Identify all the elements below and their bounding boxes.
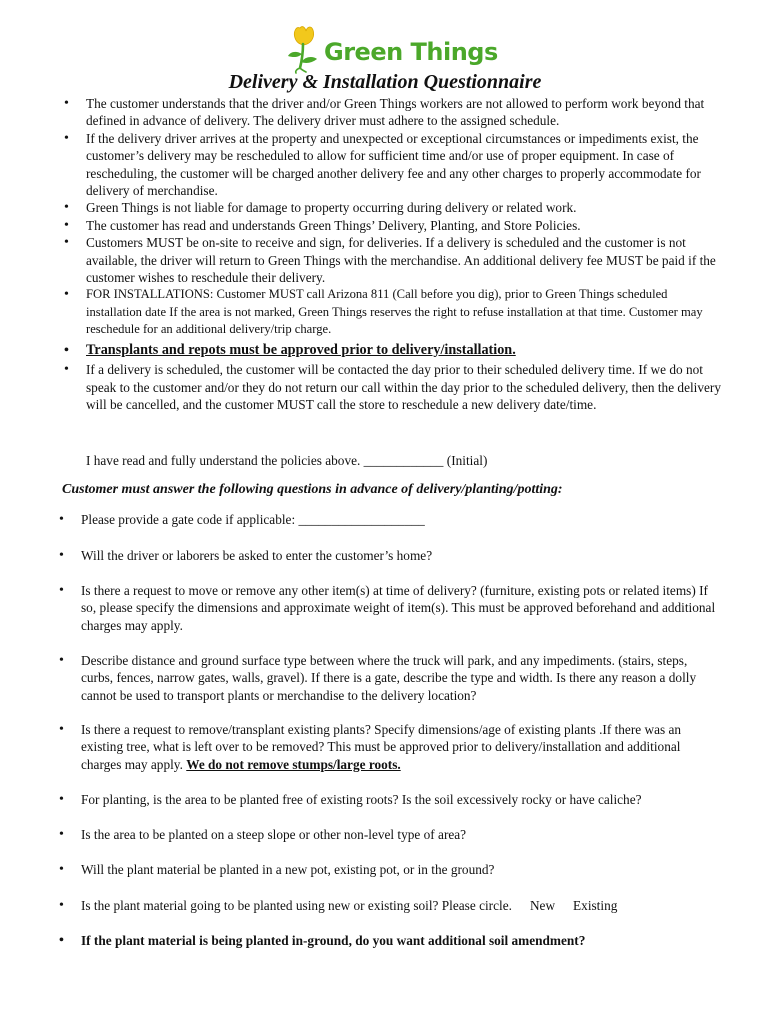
question-slope[interactable]: • Is the area to be planted on a steep slope or other non-level type of area? [81, 826, 721, 843]
tulip-flower-icon [286, 22, 326, 74]
question-soil-type [81, 897, 721, 914]
questions-heading: Customer must answer the following questions in advance of delivery/planting/potting: [62, 482, 563, 497]
question-distance-surface[interactable]: • Describe distance and ground surface type between where the truck will park, and any impediments. (stairs, steps, curbs, fences, narrow gates, walls, gravel). If there is a gate, describe the type and width. Is there any reason a dolly cannot be used to transport plants or merchandise to the delivery location? [81, 652, 721, 704]
question-soil-amendment[interactable]: • If the plant material is being planted in-ground, do you want additional soil amendment? [81, 932, 721, 949]
question-remove-plants[interactable] [81, 721, 721, 773]
brand-logo [286, 22, 498, 74]
policy-item: • FOR INSTALLATIONS: Customer MUST call Arizona 811 (Call before you dig), prior to Green Things scheduled installation date If the area is not marked, Green Things reserves the right to refuse installation at that time. Customer may reschedule for an additional delivery/trip charge. [86, 286, 722, 338]
policy-item: • If the delivery driver arrives at the property and unexpected or exceptional circumstances or impediments exist, the customer’s delivery may be rescheduled to allow for sufficient time and/or use of proper equipment. In case of rescheduling, the customer will be charged another delivery fee and any other charges to properly accommodate for delivery of merchandise. [86, 130, 722, 200]
question-text: Is there a request to remove/transplant existing plants? Specify dimensions/age of existing plants .If there was an existing tree, what is left over to be removed? This must be approved prior to delivery/installation and additional charges may apply. [81, 722, 682, 772]
policy-item: • The customer has read and understands Green Things’ Delivery, Planting, and Store Policies. [86, 217, 722, 234]
policy-item: • If a delivery is scheduled, the customer will be contacted the day prior to their scheduled delivery time. If we do not speak to the customer and/or they do not return our call within the day prior to the scheduled delivery, then the delivery will be cancelled, and the customer MUST call the store to reschedule a new delivery date/time. [86, 361, 722, 413]
question-roots-soil[interactable]: • For planting, is the area to be planted free of existing roots? Is the soil excessively rocky or have caliche? [81, 791, 721, 808]
question-move-items[interactable]: • Is there a request to move or remove any other item(s) at time of delivery? (furniture, existing pots or related items) If so, please specify the dimensions and approximate weight of item(s). This must be approved beforehand and additional charges may apply. [81, 582, 721, 634]
question-enter-home[interactable]: • Will the driver or laborers be asked to enter the customer’s home? [81, 547, 721, 564]
soil-option-new[interactable]: New [529, 898, 556, 913]
question-text: Is the plant material going to be planted using new or existing soil? Please circle. [81, 898, 512, 913]
soil-option-existing[interactable]: Existing [573, 898, 618, 913]
question-pot-or-ground[interactable]: • Will the plant material be planted in a new pot, existing pot, or in the ground? [81, 861, 721, 878]
policy-list [86, 95, 722, 413]
policy-item: • Customers MUST be on-site to receive and sign, for deliveries. If a delivery is scheduled and the customer is not available, the driver will return to Green Things with the merchandise. An additional delivery fee MUST be paid if the customer wishes to reschedule their delivery. [86, 234, 722, 286]
brand-name: Green Things [324, 38, 498, 66]
initial-acknowledgement[interactable]: I have read and fully understand the policies above. ____________ (Initial) [86, 453, 488, 468]
document-title: Delivery & Installation Questionnaire [228, 71, 542, 93]
question-gate-code[interactable]: • Please provide a gate code if applicable: ___________________ [81, 511, 721, 528]
stumps-notice: We do not remove stumps/large roots. [186, 756, 401, 772]
policy-item-highlight: • Transplants and repots must be approved prior to delivery/installation. [86, 342, 722, 359]
policy-item: • The customer understands that the driver and/or Green Things workers are not allowed to perform work beyond that defined in advance of delivery. The delivery driver must adhere to the assigned schedule. [86, 95, 722, 130]
policy-item: • Green Things is not liable for damage to property occurring during delivery or related work. [86, 199, 722, 216]
